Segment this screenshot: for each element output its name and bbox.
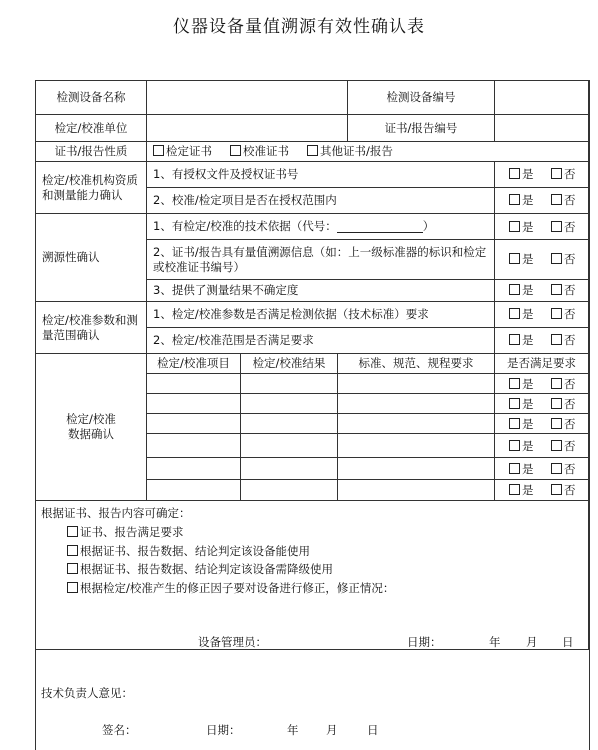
data-entry-cell[interactable] [337,433,495,458]
no-label: 否 [564,376,576,391]
data-entry-cell[interactable] [337,413,495,434]
data-entry-cell[interactable] [337,457,495,480]
data-entry-cell[interactable] [240,479,338,501]
device-no-label: 检测设备编号 [347,80,495,115]
qualification-item-2: 2、校准/检定项目是否在授权范围内 [146,187,495,214]
yes-option[interactable] [509,482,534,498]
yes-option[interactable] [509,376,534,392]
tech-year: 年 [287,723,299,737]
yes-option[interactable] [509,306,534,322]
checkbox-icon [551,440,562,451]
checkbox-icon [230,145,241,156]
yes-label: 是 [522,483,534,497]
no-option[interactable] [551,251,576,267]
conclusion-option-3[interactable]: 根据证书、报告数据、结论判定该设备需降级使用 [67,561,333,577]
checkbox-icon [509,284,520,295]
conclusion-option-4[interactable]: 根据检定/校准产生的修正因子要对设备进行修正，修正情况： [67,580,394,596]
checkbox-icon [551,484,562,495]
yes-label: 是 [522,307,534,321]
checkbox-icon [551,418,562,429]
checkbox-icon [509,440,520,451]
yes-label: 是 [522,416,534,431]
checkbox-icon [67,582,78,593]
checkbox-icon [67,545,78,556]
unit-label: 检定/校准单位 [35,114,147,142]
checkbox-icon [551,398,562,409]
tech-sign-label: 签名： [102,723,137,737]
no-label: 否 [564,333,576,347]
data-header-result: 检定/校准结果 [240,353,338,374]
data-entry-cell[interactable] [146,457,241,480]
no-label: 否 [564,396,576,411]
checkbox-icon [67,563,78,574]
yes-option[interactable] [509,219,534,235]
qualification-label: 检定/校准机构资质和测量能力确认 [35,161,147,214]
no-option[interactable] [551,332,576,348]
tech-month: 月 [326,723,338,737]
no-option[interactable] [551,166,576,182]
yes-option[interactable] [509,192,534,208]
manager-month: 月 [526,635,538,649]
manager-date-label: 日期： [407,635,442,649]
data-entry-cell[interactable] [146,479,241,501]
page-title: 仪器设备量值溯源有效性确认表 [173,17,425,37]
no-option[interactable] [551,482,576,498]
checkbox-icon [509,168,520,179]
checkbox-icon [551,334,562,345]
checkbox-icon [551,378,562,389]
tech-date-label: 日期： [206,723,241,737]
traceability-item-2: 2、证书/报告具有量值溯源信息（如：上一级标准器的标识和检定或校准证书编号） [146,239,495,280]
unit-field[interactable] [146,114,348,142]
no-option[interactable] [551,376,576,392]
data-entry-cell[interactable] [337,373,495,394]
no-option[interactable] [551,192,576,208]
conclusion-option-1[interactable]: 证书、报告满足要求 [67,524,184,540]
no-label: 否 [564,461,576,476]
no-label: 否 [564,220,576,234]
checkbox-icon [551,308,562,319]
data-entry-cell[interactable] [146,433,241,458]
code-input[interactable] [337,221,423,233]
checkbox-icon [509,253,520,264]
checkbox-icon [509,484,520,495]
no-option[interactable] [551,396,576,412]
checkbox-icon [509,221,520,232]
traceability-item-3: 3、提供了测量结果不确定度 [146,279,495,302]
no-label: 否 [564,438,576,453]
yes-option[interactable] [509,166,534,182]
yes-label: 是 [522,396,534,411]
no-label: 否 [564,193,576,207]
checkbox-icon [551,463,562,474]
no-option[interactable] [551,306,576,322]
checkbox-icon [551,168,562,179]
traceability-label: 溯源性确认 [35,213,147,302]
checkbox-icon [509,308,520,319]
yes-label: 是 [522,283,534,297]
no-option[interactable] [551,461,576,477]
data-entry-cell[interactable] [146,393,241,414]
no-option[interactable] [551,438,576,454]
checkbox-icon [67,526,78,537]
data-entry-cell[interactable] [146,373,241,394]
checkbox-icon [551,194,562,205]
checkbox-icon [307,145,318,156]
device-no-field[interactable] [494,80,589,115]
nature-option-other[interactable]: 其他证书/报告 [307,144,393,159]
qualification-item-1: 1、有授权文件及授权证书号 [146,161,495,188]
yes-label: 是 [522,220,534,234]
data-entry-cell[interactable] [240,413,338,434]
checkbox-icon [509,463,520,474]
data-header-standard: 标准、规范、规程要求 [337,353,495,374]
no-option[interactable] [551,282,576,298]
data-entry-cell[interactable] [240,433,338,458]
parameter-item-1: 1、检定/校准参数是否满足检测依据（技术标准）要求 [146,301,495,328]
checkbox-icon [509,418,520,429]
yes-label: 是 [522,461,534,476]
no-label: 否 [564,283,576,297]
device-name-field[interactable] [146,80,348,115]
data-entry-cell[interactable] [240,373,338,394]
device-name-label: 检测设备名称 [35,80,147,115]
parameter-item-2: 2、检定/校准范围是否满足要求 [146,327,495,354]
checkbox-icon [509,194,520,205]
data-header-satisfy: 是否满足要求 [494,353,589,374]
manager-label: 设备管理员： [198,635,267,649]
manager-day: 日 [562,635,574,649]
yes-label: 是 [522,252,534,266]
traceability-item-1: 1、有检定/校准的技术依据（代号： ） [146,213,495,240]
data-header-item: 检定/校准项目 [146,353,241,374]
yes-option[interactable] [509,251,534,267]
yes-option[interactable] [509,416,534,432]
yes-label: 是 [522,438,534,453]
cert-no-field[interactable] [494,114,589,142]
no-label: 否 [564,483,576,497]
checkbox-icon [509,398,520,409]
nature-options [146,141,589,162]
conclusion-option-2[interactable]: 根据证书、报告数据、结论判定该设备能使用 [67,543,310,559]
yes-label: 是 [522,333,534,347]
nature-option-verification[interactable]: 检定证书 [153,144,212,159]
checkbox-icon [551,221,562,232]
data-entry-cell[interactable] [337,393,495,414]
data-entry-cell[interactable] [146,413,241,434]
yes-label: 是 [522,167,534,181]
no-option[interactable] [551,219,576,235]
nature-option-calibration[interactable]: 校准证书 [230,144,289,159]
tech-opinion-label: 技术负责人意见： [41,686,133,700]
yes-option[interactable] [509,438,534,454]
checkbox-icon [551,253,562,264]
cert-no-label: 证书/报告编号 [347,114,495,142]
yes-label: 是 [522,376,534,391]
no-option[interactable] [551,416,576,432]
data-entry-cell[interactable] [240,393,338,414]
checkbox-icon [509,378,520,389]
yes-option[interactable] [509,332,534,348]
parameter-label: 检定/校准参数和测量范围确认 [35,301,147,354]
checkbox-icon [551,284,562,295]
checkbox-icon [509,334,520,345]
yes-option[interactable] [509,282,534,298]
conclusion-intro: 根据证书、报告内容可确定： [41,506,191,520]
nature-label: 证书/报告性质 [35,141,147,162]
no-label: 否 [564,416,576,431]
yes-option[interactable] [509,461,534,477]
tech-day: 日 [367,723,379,737]
data-entry-cell[interactable] [337,479,495,501]
data-entry-cell[interactable] [240,457,338,480]
no-label: 否 [564,307,576,321]
yes-option[interactable] [509,396,534,412]
no-label: 否 [564,167,576,181]
no-label: 否 [564,252,576,266]
yes-label: 是 [522,193,534,207]
manager-year: 年 [489,635,501,649]
checkbox-icon [153,145,164,156]
data-confirm-label: 检定/校准数据确认 [35,353,147,501]
